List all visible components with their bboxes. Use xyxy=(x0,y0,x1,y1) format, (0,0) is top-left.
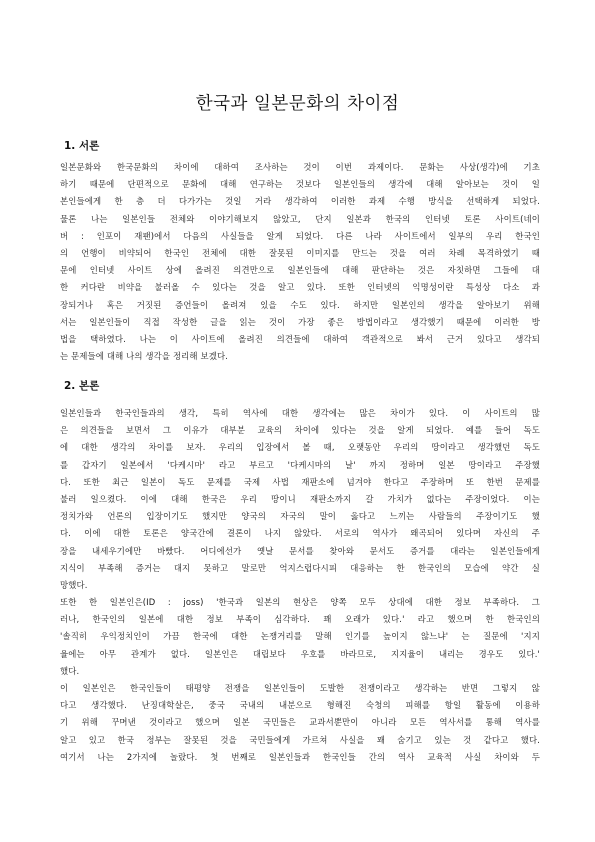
body-line: 러나, 한국인의 일본에 대한 정보 부족이 심각하다. 꽤 오래가 있다.' 라고 했으며 한 한국인의 xyxy=(60,614,540,625)
body-line: 율에는 아무 관계가 없다. 일본인은 대립보다 우호를 바라므로, 지지율이 내리는 경우도 있다.' xyxy=(60,648,540,659)
body-line: 지식이 부족해 증거는 대지 못하고 말로만 억지스럽다시피 대응하는 한 한국인의 모습에 약간 실 xyxy=(60,562,540,573)
body-line: 망했다. xyxy=(60,579,88,590)
body-line: 일본인들과 한국인들과의 생각, 특히 역사에 대한 생각에는 많은 차이가 있다. 이 사이트의 많 xyxy=(60,408,540,418)
body-line: 는 문제들에 대해 나의 생각을 정리해 보겠다. xyxy=(60,351,229,362)
body-line: 장되거나 혹은 거짓된 증언들이 올려져 있을 수도 있다. 하지만 일본인의 생각을 알아보기 위해 xyxy=(60,299,540,310)
body-line: 장을 내세우기에만 바빴다. 어디에선가 옛날 문서를 찾아와 문서도 증거를 대라는 일본인들에게 xyxy=(60,545,540,556)
body-line: 의 언행이 비약되어 한국인 전체에 대한 잘못된 이미지를 만드는 것을 여러 차례 목격하였기 때 xyxy=(60,247,540,258)
body-line: 은 의견들을 보면서 그 이유가 대부분 교육의 차이에 있다는 것을 알게 되었다. 예를 들어 독도 xyxy=(60,425,540,436)
body-line: 본인들에게 한 층 더 다가가는 것일 거라 생각하여 이러한 과제 수행 방식을 선택하게 되었다. xyxy=(60,196,540,207)
body-line: '솔직히 우익정치인이 가끔 한국에 대한 논쟁거리를 말해 인기를 높이지 않느냐' 는 질문에 '지지 xyxy=(60,631,540,642)
body-line: 했다. xyxy=(60,665,80,676)
body-line: 기 위해 꾸며낸 것이라고 했으며 일본 국민들은 교과서뿐만이 아니라 모든 역사서를 통해 역사를 xyxy=(60,717,540,728)
body-line: 버 : 인포이 재팬)에서 다음의 사실들을 알게 되었다. 다른 나라 사이트에서 일부의 우리 한국인 xyxy=(60,230,540,241)
body-line: 다고 생각했다. 난징대학살은, 중국 국내의 내분으로 형해진 숙청의 피해를 항일 활동에 이용하 xyxy=(60,700,540,711)
body-line: 를 갑자기 일본에서 '다케시마' 라고 부르고 '다케시마의 날' 까지 정하며 일본 땅이라고 주장했 xyxy=(60,459,540,470)
body-line: 또한 한 일본인은(ID : joss) '한국과 일본의 현상은 양쪽 모두 상대에 대한 정보 부족하다. 그 xyxy=(60,597,540,608)
section-heading-main-body: 2. 본론 xyxy=(64,380,100,392)
body-line: 다. 이에 대한 토론은 양국간에 결론이 나지 않았다. 서로의 역사가 왜곡되어 있다며 자신의 주 xyxy=(60,528,540,539)
body-line: 물론 나는 일본인들 전체와 이야기해보지 않았고, 단지 일본과 한국의 인터넷 토론 사이트(네이 xyxy=(60,213,540,224)
body-line: 하기 때문에 단편적으로 문화에 대해 연구하는 것보다 일본인들의 생각에 대해 알아보는 것이 일 xyxy=(60,179,540,190)
body-line: 불러 일으켰다. 이에 대해 한국은 우리 땅이니 재판소까지 갈 가치가 없다는 주장이었다. 이는 xyxy=(60,493,540,504)
body-line: 에 대한 생각의 차이를 보자. 우리의 입장에서 볼 때, 오랫동안 우리의 땅이라고 생각했던 독도 xyxy=(60,442,540,453)
body-line: 여기서 나는 2가지에 놀랐다. 첫 번째로 일본인들과 한국인들 간의 역사 교육적 사실 차이와 두 xyxy=(60,751,540,762)
body-line: 문에 인터넷 사이트 상에 올려진 의견만으로 일본인들에 대해 판단하는 것은 자칫하면 그들에 대 xyxy=(60,265,540,276)
body-line: 일본문화와 한국문화의 차이에 대하여 조사하는 것이 이번 과제이다. 문화는 사상(생각)에 기초 xyxy=(60,162,540,172)
body-line: 한 커다란 비약을 불러올 수 있다는 것을 알고 있다. 또한 인터넷의 익명성이란 특성상 다소 과 xyxy=(60,282,540,293)
body-line: 법을 택하였다. 나는 이 사이트에 올려진 의견들에 대하여 객관적으로 봐서 근거 있다고 생각되 xyxy=(60,333,540,344)
body-line: 알고 있고 한국 정부는 잘못된 것을 국민들에게 가르쳐 사실을 꽤 숨기고 있는 것 같다고 했다. xyxy=(60,734,540,745)
body-line: 다. 또한 최근 일본이 독도 문제를 국제 사법 재판소에 넘겨야 한다고 주장하며 또 한번 문제를 xyxy=(60,476,540,487)
page-title: 한국과 일본문화의 차이점 xyxy=(195,94,400,114)
body-line: 정치가와 언론의 입장이기도 했지만 양국의 자국의 말이 옳다고 느끼는 사람들의 주장이기도 했 xyxy=(60,511,540,522)
section-body-main xyxy=(60,405,540,766)
section-body-introduction xyxy=(60,159,540,365)
body-line: 이 일본인은 한국인들이 태평양 전쟁을 일본인들이 도발한 전쟁이라고 생각하는 반면 그렇지 않 xyxy=(60,683,540,693)
body-line: 서는 일본인들이 직접 작성한 글을 읽는 것이 가장 좋은 방법이라고 생각했기 때문에 이러한 방 xyxy=(60,316,540,327)
section-heading-introduction: 1. 서론 xyxy=(64,140,100,152)
